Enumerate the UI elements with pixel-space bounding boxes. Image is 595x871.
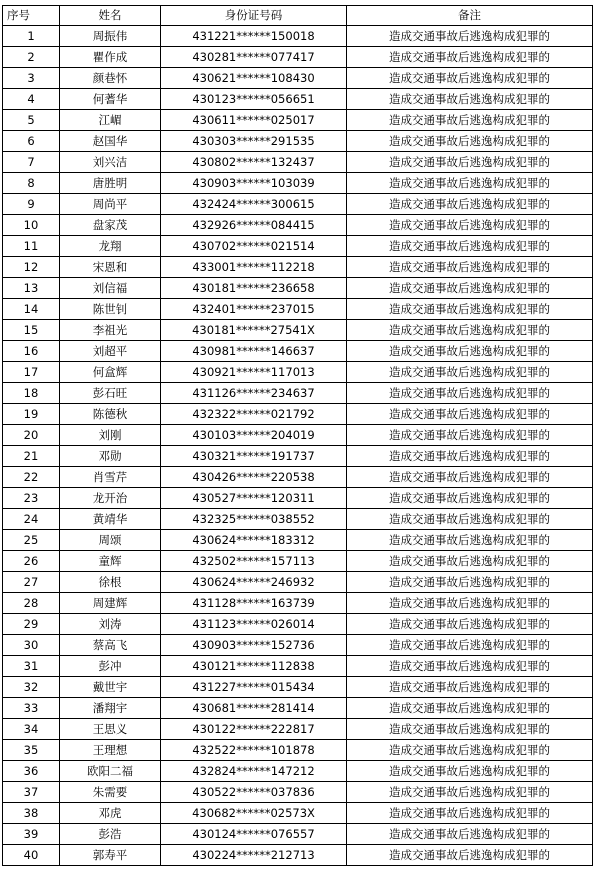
id-number-cell: 430681******281414: [161, 698, 347, 719]
table-row: [3, 341, 593, 362]
id-number-cell: 430321******191737: [161, 446, 347, 467]
table-row: [3, 488, 593, 509]
table-row: [3, 110, 593, 131]
remarks-cell: 造成交通事故后逃逸构成犯罪的: [347, 656, 593, 677]
serial-number-cell: 5: [3, 110, 60, 131]
name-cell: 彭浩: [60, 824, 161, 845]
remarks-cell: 造成交通事故后逃逸构成犯罪的: [347, 278, 593, 299]
table-row: [3, 803, 593, 824]
column-header-remarks: 备注: [347, 6, 593, 26]
serial-number-cell: 20: [3, 425, 60, 446]
name-cell: 周颂: [60, 530, 161, 551]
table-row: [3, 236, 593, 257]
remarks-cell: 造成交通事故后逃逸构成犯罪的: [347, 68, 593, 89]
remarks-cell: 造成交通事故后逃逸构成犯罪的: [347, 719, 593, 740]
table-row: [3, 215, 593, 236]
id-number-cell: 430522******037836: [161, 782, 347, 803]
serial-number-cell: 37: [3, 782, 60, 803]
serial-number-cell: 38: [3, 803, 60, 824]
id-number-cell: 431128******163739: [161, 593, 347, 614]
table-row: [3, 383, 593, 404]
id-number-cell: 430903******152736: [161, 635, 347, 656]
column-header-name: 姓名: [60, 6, 161, 26]
remarks-cell: 造成交通事故后逃逸构成犯罪的: [347, 152, 593, 173]
table-row: [3, 257, 593, 278]
table-row: [3, 635, 593, 656]
name-cell: 盘家茂: [60, 215, 161, 236]
id-number-cell: 431123******026014: [161, 614, 347, 635]
name-cell: 李祖光: [60, 320, 161, 341]
name-cell: 周尚平: [60, 194, 161, 215]
serial-number-cell: 2: [3, 47, 60, 68]
table-row: [3, 173, 593, 194]
name-cell: 刘刚: [60, 425, 161, 446]
name-cell: 郭寿平: [60, 845, 161, 866]
name-cell: 戴世宇: [60, 677, 161, 698]
id-number-cell: 432926******084415: [161, 215, 347, 236]
serial-number-cell: 13: [3, 278, 60, 299]
id-number-cell: 430624******246932: [161, 572, 347, 593]
serial-number-cell: 21: [3, 446, 60, 467]
serial-number-cell: 23: [3, 488, 60, 509]
name-cell: 邓虎: [60, 803, 161, 824]
remarks-cell: 造成交通事故后逃逸构成犯罪的: [347, 47, 593, 68]
remarks-cell: 造成交通事故后逃逸构成犯罪的: [347, 425, 593, 446]
id-number-cell: 430181******27541X: [161, 320, 347, 341]
table-row: [3, 152, 593, 173]
id-number-cell: 430181******236658: [161, 278, 347, 299]
id-number-cell: 430124******076557: [161, 824, 347, 845]
name-cell: 潘翔宇: [60, 698, 161, 719]
serial-number-cell: 17: [3, 362, 60, 383]
id-number-cell: 430802******132437: [161, 152, 347, 173]
name-cell: 龙开治: [60, 488, 161, 509]
serial-number-cell: 9: [3, 194, 60, 215]
name-cell: 刘涛: [60, 614, 161, 635]
serial-number-cell: 25: [3, 530, 60, 551]
id-number-cell: 432424******300615: [161, 194, 347, 215]
remarks-cell: 造成交通事故后逃逸构成犯罪的: [347, 173, 593, 194]
table-row: [3, 362, 593, 383]
serial-number-cell: 27: [3, 572, 60, 593]
name-cell: 陈德秋: [60, 404, 161, 425]
id-number-cell: 430903******103039: [161, 173, 347, 194]
table-row: [3, 572, 593, 593]
name-cell: 朱需要: [60, 782, 161, 803]
remarks-cell: 造成交通事故后逃逸构成犯罪的: [347, 551, 593, 572]
id-number-cell: 430426******220538: [161, 467, 347, 488]
table-body: [3, 26, 593, 866]
serial-number-cell: 4: [3, 89, 60, 110]
table-row: [3, 845, 593, 866]
id-number-cell: 430611******025017: [161, 110, 347, 131]
serial-number-cell: 22: [3, 467, 60, 488]
serial-number-cell: 24: [3, 509, 60, 530]
serial-number-cell: 15: [3, 320, 60, 341]
table-row: [3, 740, 593, 761]
table-row: [3, 509, 593, 530]
name-cell: 黄靖华: [60, 509, 161, 530]
offender-table: [2, 5, 593, 866]
column-header-id-number: 身份证号码: [161, 6, 347, 26]
name-cell: 欧阳二福: [60, 761, 161, 782]
id-number-cell: 430624******183312: [161, 530, 347, 551]
name-cell: 宋恩和: [60, 257, 161, 278]
remarks-cell: 造成交通事故后逃逸构成犯罪的: [347, 131, 593, 152]
serial-number-cell: 32: [3, 677, 60, 698]
id-number-cell: 430123******056651: [161, 89, 347, 110]
serial-number-cell: 8: [3, 173, 60, 194]
id-number-cell: 431221******150018: [161, 26, 347, 47]
table-row: [3, 824, 593, 845]
id-number-cell: 433001******112218: [161, 257, 347, 278]
name-cell: 周建辉: [60, 593, 161, 614]
name-cell: 瞿作成: [60, 47, 161, 68]
id-number-cell: 430981******146637: [161, 341, 347, 362]
table-row: [3, 782, 593, 803]
name-cell: 赵国华: [60, 131, 161, 152]
name-cell: 何蓍华: [60, 89, 161, 110]
remarks-cell: 造成交通事故后逃逸构成犯罪的: [347, 110, 593, 131]
table-row: [3, 278, 593, 299]
table-row: [3, 404, 593, 425]
remarks-cell: 造成交通事故后逃逸构成犯罪的: [347, 845, 593, 866]
id-number-cell: 431126******234637: [161, 383, 347, 404]
name-cell: 颜巷怀: [60, 68, 161, 89]
remarks-cell: 造成交通事故后逃逸构成犯罪的: [347, 635, 593, 656]
serial-number-cell: 39: [3, 824, 60, 845]
table-row: [3, 761, 593, 782]
remarks-cell: 造成交通事故后逃逸构成犯罪的: [347, 362, 593, 383]
serial-number-cell: 3: [3, 68, 60, 89]
table-row: [3, 194, 593, 215]
remarks-cell: 造成交通事故后逃逸构成犯罪的: [347, 740, 593, 761]
table-row: [3, 446, 593, 467]
id-number-cell: 430121******112838: [161, 656, 347, 677]
table-row: [3, 47, 593, 68]
serial-number-cell: 1: [3, 26, 60, 47]
serial-number-cell: 12: [3, 257, 60, 278]
name-cell: 唐胜明: [60, 173, 161, 194]
serial-number-cell: 7: [3, 152, 60, 173]
name-cell: 周振伟: [60, 26, 161, 47]
name-cell: 彭冲: [60, 656, 161, 677]
table-row: [3, 677, 593, 698]
remarks-cell: 造成交通事故后逃逸构成犯罪的: [347, 26, 593, 47]
remarks-cell: 造成交通事故后逃逸构成犯罪的: [347, 320, 593, 341]
name-cell: 蔡高飞: [60, 635, 161, 656]
table-row: [3, 89, 593, 110]
serial-number-cell: 30: [3, 635, 60, 656]
remarks-cell: 造成交通事故后逃逸构成犯罪的: [347, 236, 593, 257]
id-number-cell: 430303******291535: [161, 131, 347, 152]
remarks-cell: 造成交通事故后逃逸构成犯罪的: [347, 509, 593, 530]
remarks-cell: 造成交通事故后逃逸构成犯罪的: [347, 299, 593, 320]
id-number-cell: 432401******237015: [161, 299, 347, 320]
name-cell: 童辉: [60, 551, 161, 572]
id-number-cell: 430921******117013: [161, 362, 347, 383]
serial-number-cell: 34: [3, 719, 60, 740]
id-number-cell: 430702******021514: [161, 236, 347, 257]
remarks-cell: 造成交通事故后逃逸构成犯罪的: [347, 488, 593, 509]
table-row: [3, 26, 593, 47]
remarks-cell: 造成交通事故后逃逸构成犯罪的: [347, 677, 593, 698]
remarks-cell: 造成交通事故后逃逸构成犯罪的: [347, 257, 593, 278]
name-cell: 江嵋: [60, 110, 161, 131]
id-number-cell: 432824******147212: [161, 761, 347, 782]
name-cell: 陈世钊: [60, 299, 161, 320]
id-number-cell: 430122******222817: [161, 719, 347, 740]
column-header-serial-number: 序号: [3, 6, 60, 26]
remarks-cell: 造成交通事故后逃逸构成犯罪的: [347, 698, 593, 719]
name-cell: 刘兴洁: [60, 152, 161, 173]
table-row: [3, 131, 593, 152]
remarks-cell: 造成交通事故后逃逸构成犯罪的: [347, 341, 593, 362]
table-row: [3, 656, 593, 677]
table-row: [3, 530, 593, 551]
table-row: [3, 719, 593, 740]
table-header-row: [3, 6, 593, 26]
remarks-cell: 造成交通事故后逃逸构成犯罪的: [347, 404, 593, 425]
remarks-cell: 造成交通事故后逃逸构成犯罪的: [347, 614, 593, 635]
serial-number-cell: 28: [3, 593, 60, 614]
serial-number-cell: 26: [3, 551, 60, 572]
remarks-cell: 造成交通事故后逃逸构成犯罪的: [347, 467, 593, 488]
serial-number-cell: 6: [3, 131, 60, 152]
name-cell: 彭石旺: [60, 383, 161, 404]
name-cell: 龙翔: [60, 236, 161, 257]
serial-number-cell: 35: [3, 740, 60, 761]
remarks-cell: 造成交通事故后逃逸构成犯罪的: [347, 215, 593, 236]
id-number-cell: 430103******204019: [161, 425, 347, 446]
serial-number-cell: 19: [3, 404, 60, 425]
id-number-cell: 430224******212713: [161, 845, 347, 866]
serial-number-cell: 33: [3, 698, 60, 719]
serial-number-cell: 36: [3, 761, 60, 782]
id-number-cell: 431227******015434: [161, 677, 347, 698]
remarks-cell: 造成交通事故后逃逸构成犯罪的: [347, 446, 593, 467]
remarks-cell: 造成交通事故后逃逸构成犯罪的: [347, 761, 593, 782]
table-row: [3, 425, 593, 446]
remarks-cell: 造成交通事故后逃逸构成犯罪的: [347, 782, 593, 803]
id-number-cell: 432322******021792: [161, 404, 347, 425]
remarks-cell: 造成交通事故后逃逸构成犯罪的: [347, 572, 593, 593]
serial-number-cell: 18: [3, 383, 60, 404]
remarks-cell: 造成交通事故后逃逸构成犯罪的: [347, 803, 593, 824]
table-row: [3, 614, 593, 635]
id-number-cell: 432325******038552: [161, 509, 347, 530]
table-row: [3, 299, 593, 320]
serial-number-cell: 40: [3, 845, 60, 866]
name-cell: 王理想: [60, 740, 161, 761]
serial-number-cell: 11: [3, 236, 60, 257]
table-row: [3, 467, 593, 488]
table-row: [3, 698, 593, 719]
id-number-cell: 430682******02573X: [161, 803, 347, 824]
remarks-cell: 造成交通事故后逃逸构成犯罪的: [347, 593, 593, 614]
serial-number-cell: 29: [3, 614, 60, 635]
table-row: [3, 551, 593, 572]
table-row: [3, 593, 593, 614]
id-number-cell: 432522******101878: [161, 740, 347, 761]
table-row: [3, 320, 593, 341]
id-number-cell: 430281******077417: [161, 47, 347, 68]
name-cell: 徐根: [60, 572, 161, 593]
serial-number-cell: 16: [3, 341, 60, 362]
serial-number-cell: 14: [3, 299, 60, 320]
id-number-cell: 430621******108430: [161, 68, 347, 89]
remarks-cell: 造成交通事故后逃逸构成犯罪的: [347, 194, 593, 215]
name-cell: 肖雪芹: [60, 467, 161, 488]
serial-number-cell: 10: [3, 215, 60, 236]
remarks-cell: 造成交通事故后逃逸构成犯罪的: [347, 824, 593, 845]
remarks-cell: 造成交通事故后逃逸构成犯罪的: [347, 89, 593, 110]
name-cell: 何盒辉: [60, 362, 161, 383]
name-cell: 王思义: [60, 719, 161, 740]
name-cell: 邓勋: [60, 446, 161, 467]
document-page: [2, 5, 593, 866]
table-row: [3, 68, 593, 89]
serial-number-cell: 31: [3, 656, 60, 677]
remarks-cell: 造成交通事故后逃逸构成犯罪的: [347, 530, 593, 551]
id-number-cell: 432502******157113: [161, 551, 347, 572]
name-cell: 刘超平: [60, 341, 161, 362]
name-cell: 刘信福: [60, 278, 161, 299]
remarks-cell: 造成交通事故后逃逸构成犯罪的: [347, 383, 593, 404]
id-number-cell: 430527******120311: [161, 488, 347, 509]
